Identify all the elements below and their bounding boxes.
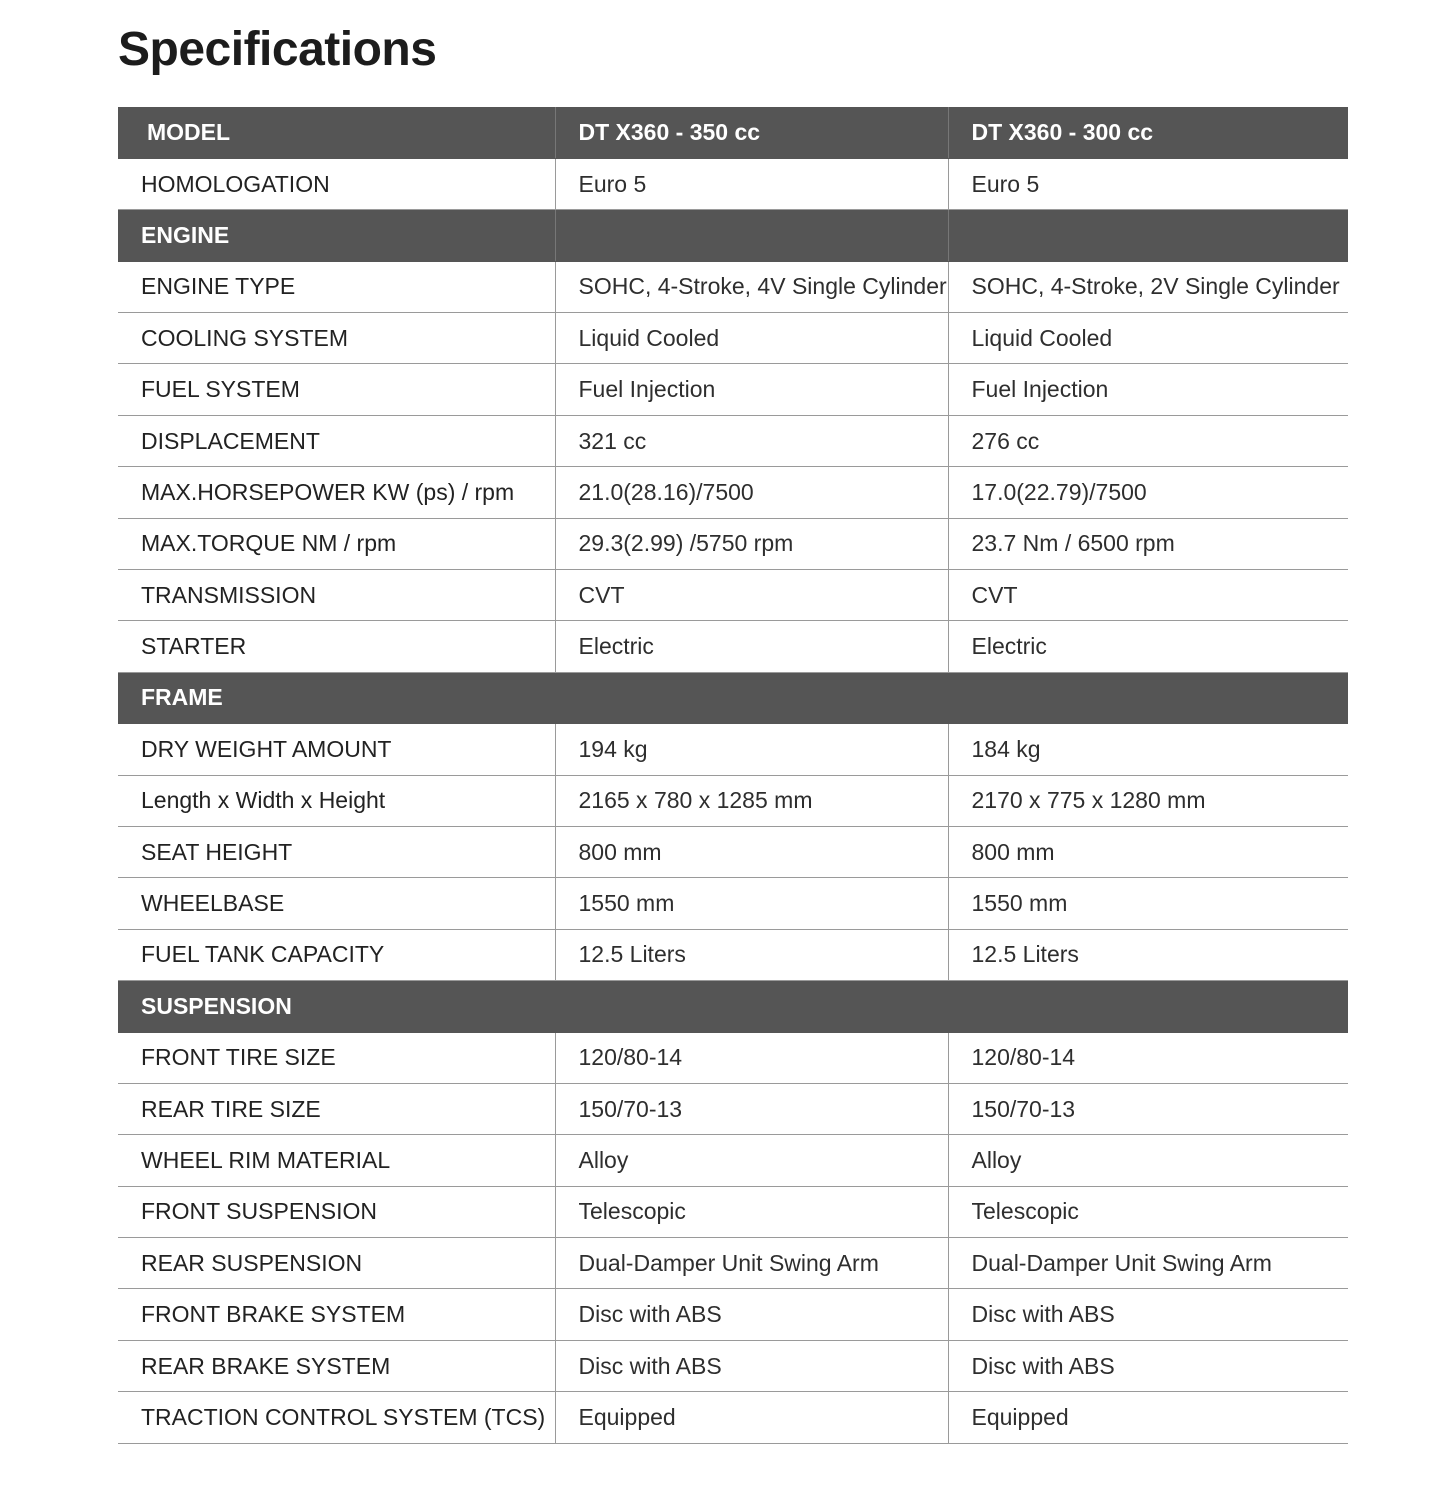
row-label: COOLING SYSTEM [118,313,555,364]
table-row [118,878,1348,929]
row-value-model-a: CVT [555,570,948,621]
table-row [118,1392,1348,1443]
row-label: WHEELBASE [118,878,555,929]
header-model-label: MODEL [118,107,555,158]
row-value-model-b: Liquid Cooled [948,313,1348,364]
table-row [118,1289,1348,1340]
table-row [118,929,1348,980]
row-value-model-b: SOHC, 4-Stroke, 2V Single Cylinder [948,261,1348,312]
table-row [118,518,1348,569]
row-value-model-b: 1550 mm [948,878,1348,929]
section-title-frame: FRAME [118,672,1348,723]
page-title: Specifications [118,23,437,76]
row-value-model-a: 12.5 Liters [555,929,948,980]
row-value-model-b: 120/80-14 [948,1032,1348,1083]
table-row [118,1186,1348,1237]
row-value-model-a: Dual-Damper Unit Swing Arm [555,1238,948,1289]
row-label: FUEL SYSTEM [118,364,555,415]
section-header-frame [118,672,1348,723]
section-header-suspension [118,981,1348,1032]
row-label: MAX.TORQUE NM / rpm [118,518,555,569]
row-value-model-b: 276 cc [948,415,1348,466]
row-value-model-b: Disc with ABS [948,1289,1348,1340]
row-label: SEAT HEIGHT [118,826,555,877]
row-value-model-b: 2170 x 775 x 1280 mm [948,775,1348,826]
row-value-model-a: SOHC, 4-Stroke, 4V Single Cylinder [555,261,948,312]
row-label: MAX.HORSEPOWER KW (ps) / rpm [118,467,555,518]
table-row [118,570,1348,621]
row-label: REAR SUSPENSION [118,1238,555,1289]
row-value-model-a: 150/70-13 [555,1083,948,1134]
row-value-model-a: Telescopic [555,1186,948,1237]
section-blank-b [948,210,1348,261]
row-value-model-b: Telescopic [948,1186,1348,1237]
table-row [118,826,1348,877]
table-row [118,1135,1348,1186]
row-label: DISPLACEMENT [118,415,555,466]
row-label: REAR BRAKE SYSTEM [118,1340,555,1391]
row-value-model-b: Alloy [948,1135,1348,1186]
row-value-model-a: 321 cc [555,415,948,466]
specifications-table [118,107,1348,1444]
row-value-model-a: Equipped [555,1392,948,1443]
table-row [118,364,1348,415]
row-label: TRANSMISSION [118,570,555,621]
row-value-model-b: CVT [948,570,1348,621]
row-value-model-a: 2165 x 780 x 1285 mm [555,775,948,826]
table-row [118,724,1348,775]
row-value-model-b: Dual-Damper Unit Swing Arm [948,1238,1348,1289]
row-label: FRONT TIRE SIZE [118,1032,555,1083]
table-row [118,1032,1348,1083]
row-label: WHEEL RIM MATERIAL [118,1135,555,1186]
table-row [118,621,1348,672]
row-value-model-b: 150/70-13 [948,1083,1348,1134]
section-blank-a [555,210,948,261]
section-header-engine [118,210,1348,261]
header-model-b: DT X360 - 300 cc [948,107,1348,158]
row-label: DRY WEIGHT AMOUNT [118,724,555,775]
row-value-model-a: Euro 5 [555,158,948,209]
row-value-model-a: 120/80-14 [555,1032,948,1083]
row-value-model-a: Electric [555,621,948,672]
row-value-model-b: 17.0(22.79)/7500 [948,467,1348,518]
row-value-model-b: 23.7 Nm / 6500 rpm [948,518,1348,569]
table-row [118,415,1348,466]
row-value-model-b: 12.5 Liters [948,929,1348,980]
table-row-homologation [118,158,1348,209]
row-label: Length x Width x Height [118,775,555,826]
specifications-table-body [118,107,1348,1443]
table-row [118,1238,1348,1289]
row-value-model-b: Fuel Injection [948,364,1348,415]
row-label: REAR TIRE SIZE [118,1083,555,1134]
section-title-suspension: SUSPENSION [118,981,1348,1032]
table-row [118,775,1348,826]
row-label: FUEL TANK CAPACITY [118,929,555,980]
row-value-model-a: 194 kg [555,724,948,775]
row-value-model-b: Electric [948,621,1348,672]
row-value-model-a: 1550 mm [555,878,948,929]
table-row [118,1340,1348,1391]
row-label: STARTER [118,621,555,672]
row-value-model-a: 800 mm [555,826,948,877]
table-row [118,261,1348,312]
row-value-model-b: Euro 5 [948,158,1348,209]
table-row [118,1083,1348,1134]
row-value-model-b: 184 kg [948,724,1348,775]
header-model-a: DT X360 - 350 cc [555,107,948,158]
row-value-model-a: Fuel Injection [555,364,948,415]
row-label: ENGINE TYPE [118,261,555,312]
row-value-model-a: 29.3(2.99) /5750 rpm [555,518,948,569]
row-label: HOMOLOGATION [118,158,555,209]
table-header-row [118,107,1348,158]
row-value-model-a: Liquid Cooled [555,313,948,364]
row-label: TRACTION CONTROL SYSTEM (TCS) [118,1392,555,1443]
row-label: FRONT SUSPENSION [118,1186,555,1237]
row-value-model-a: 21.0(28.16)/7500 [555,467,948,518]
row-value-model-b: 800 mm [948,826,1348,877]
table-row [118,313,1348,364]
section-title-engine: ENGINE [118,210,555,261]
row-label: FRONT BRAKE SYSTEM [118,1289,555,1340]
row-value-model-a: Disc with ABS [555,1340,948,1391]
row-value-model-a: Disc with ABS [555,1289,948,1340]
row-value-model-b: Disc with ABS [948,1340,1348,1391]
row-value-model-a: Alloy [555,1135,948,1186]
row-value-model-b: Equipped [948,1392,1348,1443]
table-row [118,467,1348,518]
